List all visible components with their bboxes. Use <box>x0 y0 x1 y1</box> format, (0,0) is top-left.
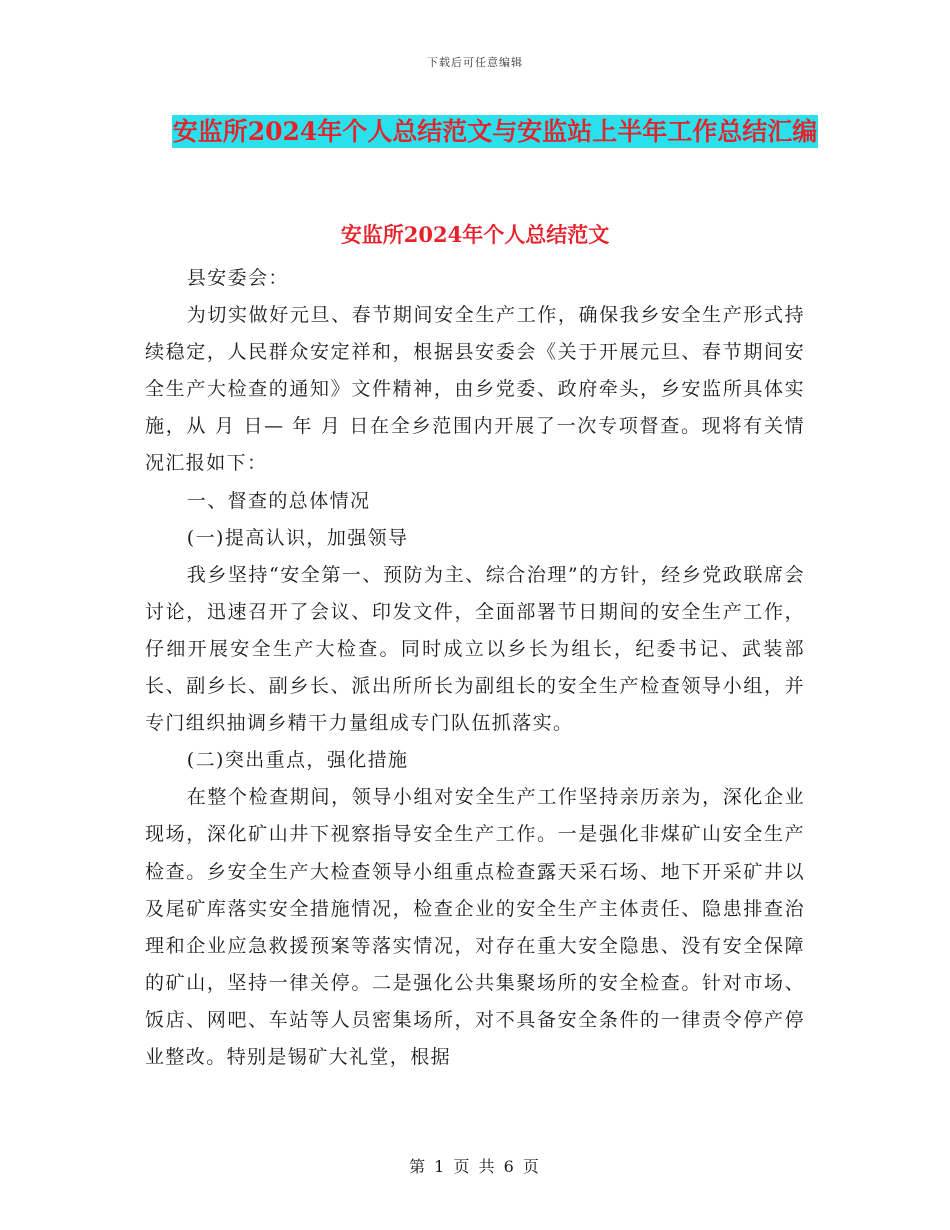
heading-level-2: (二)突出重点，强化措施 <box>186 749 409 772</box>
body-paragraph: 在整个检查期间，领导小组对安全生产工作坚持亲历亲为，深化企业现场，深化矿山井下视察指导安全生产工作。一是强化非煤矿山安全生产检查。乡安全生产大检查领导小组重点检查露天采石场、地下开采矿井以及尾矿库落实安全措施情况，检查企业的安全生产主体责任、隐患排查治理和企业应急救援预案等落实情况，对存在重大安全隐患、没有安全保障的矿山，坚持一律关停。二是强化公共集聚场所的安全检查。针对市场、饭店、网吧、车站等人员密集场所，对不具备安全条件的一律责令停产停业整改。特别是锡矿大礼堂，根据 <box>145 786 805 1068</box>
page-number-footer: 第 1 页 共 6 页 <box>409 1157 541 1176</box>
document-body <box>145 260 805 1076</box>
body-paragraph: 我乡坚持“安全第一、预防为主、综合治理”的方针，经乡党政联席会讨论，迅速召开了会议、印发文件，全面部署节日期间的安全生产工作，仔细开展安全生产大检查。同时成立以乡长为组长，纪委书记、武装部长、副乡长、副乡长、派出所所长为副组长的安全生产检查领导小组，并专门组织抽调乡精干力量组成专门队伍抓落实。 <box>145 563 805 735</box>
body-paragraph: 为切实做好元旦、春节期间安全生产工作，确保我乡安全生产形式持续稳定，人民群众安定祥和，根据县安委会《关于开展元旦、春节期间安全生产大检查的通知》文件精神，由乡党委、政府牵头，乡安监所具体实施，从 月 日— 年 月 日在全乡范围内开展了一次专项督查。现将有关情况汇报如下： <box>145 304 805 475</box>
page-header-note: 下载后可任意编辑 <box>427 56 523 69</box>
heading-level-1: 一、督查的总体情况 <box>186 489 371 512</box>
document-title <box>145 110 845 153</box>
heading-level-2: (一)提高认识，加强领导 <box>186 526 409 549</box>
section-title: 安监所2024年个人总结范文 <box>340 222 610 247</box>
salutation: 县安委会： <box>186 267 289 289</box>
document-title-text: 安监所2024年个人总结范文与安监站上半年工作总结汇编 <box>172 117 818 146</box>
